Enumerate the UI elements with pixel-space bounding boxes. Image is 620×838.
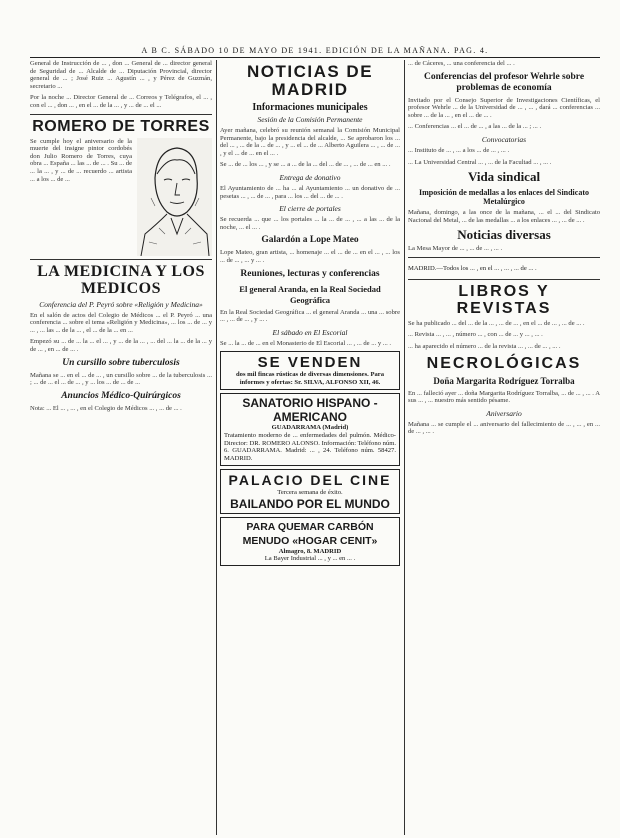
- divider: [30, 114, 212, 115]
- sesion-headline: Sesión de la Comisión Permanente: [257, 115, 363, 124]
- article-text: Mañana, domingo, a las once de la mañana, ... el ... del Sindicato Nacional del Metal, ... de las medallas ... a los enlaces ... , ... de ... .: [408, 209, 600, 224]
- column-rule: [404, 60, 405, 835]
- ad-place: GUADARRAMA (Madrid): [271, 423, 349, 431]
- article-text: Se ... la ... de ... en el Monasterio de El Escorial ... , ... de ... y ... .: [220, 339, 392, 347]
- vida-sindical-headline: Vida sindical: [467, 169, 541, 185]
- article-text: ... Conferencias ... el ... de ... , a las ... de la ... ; ... .: [408, 123, 542, 131]
- necrologica-name: Doña Margarita Rodríguez Torralba: [433, 375, 575, 386]
- article-text: Nota: ... El ... , ... , en el Colegio de Médicos ... , ... de ... .: [30, 404, 182, 412]
- portrait-illustration: [137, 138, 212, 256]
- vida-sindical-subheadline: Imposición de medallas a los enlaces del Sindicato Metalúrgico: [418, 188, 589, 207]
- diversas-headline: Noticias diversas: [457, 227, 551, 243]
- ad-hogar-cenit: [220, 517, 400, 567]
- ad-sub: Tercera semana de éxito.: [277, 488, 343, 496]
- ad-text: La Bayer Industrial ... , y ... en ... .: [264, 555, 356, 563]
- necrologicas-headline: NECROLÓGICAS: [426, 354, 582, 372]
- divider: [408, 257, 600, 258]
- ad-title: SE VENDEN: [257, 354, 363, 372]
- article-text: ... Instituto de ... , ... a los ... de ... , ... .: [408, 146, 510, 154]
- article-text: En ... falleció ayer ... doña Margarita Rodríguez Torralba, ... de ... , ... . A sus ... , ... nuestro más sentido pésame.: [408, 389, 600, 405]
- divider: [408, 279, 600, 280]
- article-text: Ayer mañana, celebró su reunión semanal la Comisión Municipal Permanente, bajo la presidencia del alcalde, ... Se aprobaron los ... del ... , ... de la ... de ... , y ... el ... de ... Alberto Aguilera ... , ... de ... , y el ... de ... en el ... .: [220, 127, 400, 157]
- convocatorias-headline: Convocatorias: [481, 134, 527, 144]
- aranda-headline: El general Aranda, en la Real Sociedad Geográfica: [239, 283, 381, 305]
- column-right: [408, 60, 600, 835]
- article-text: Empezó su ... de ... la ... el ... , y ... de la ... , ... del ... la ... de la ... y de ... , en ... de ... .: [30, 338, 212, 353]
- noticias-subheadline: Informaciones municipales: [252, 102, 368, 113]
- ad-text: dos mil fincas rústicas de diversas dimensiones. Para informes y ofertas: Sr. SILVA, ALFONSO XII, 46.: [236, 371, 384, 387]
- ad-title: PALACIO DEL CINE: [228, 471, 392, 488]
- article-text: Mañana ... se cumple el ... aniversario del fallecimiento de ... , ... , en ... de ... , ... .: [408, 420, 600, 436]
- divider: [30, 259, 212, 260]
- ad-se-venden: [220, 351, 400, 390]
- masthead: A B C. SÁBADO 10 DE MAYO DE 1941. EDICIÓN DE LA MAÑANA. PAG. 4.: [30, 45, 600, 58]
- ad-title: PARA QUEMAR CARBÓN MENUDO «HOGAR CENIT»: [242, 520, 378, 547]
- article-text: El Ayuntamiento de ... ha ... al Ayuntamiento ... un donativo de ... pesetas ... , ... de ... , para ... los ... del ... de ... .: [220, 184, 400, 200]
- article-text: Invitado por el Consejo Superior de Investigaciones Científicas, el profesor Wehrle ... de la Universidad de ... , ... , dará ... conferencias ... sobre ... de la ... , en el ... de ... .: [408, 96, 600, 119]
- article-text: Se ... de ... los ... , y se ... a ... de la ... del ... de ... , ... de ... en ... .: [220, 161, 391, 169]
- article-text: En el salón de actos del Colegio de Médicos ... el P. Peyró ... una conferencia ... sobre el tema «Religión y Medicina», ... los ... de ... y ... , ... las ... de la ... , el ... de la ... en ...: [30, 311, 212, 334]
- ad-sanatorio: [220, 393, 400, 466]
- article-text: Se recuerda ... que ... los portales ... la ... de ... , ... a las ... de la noche, ... el ... .: [220, 216, 400, 231]
- ad-address: Almagro, 8. MADRID: [278, 547, 342, 555]
- ad-film-title: BAILANDO POR EL MUNDO: [230, 496, 390, 511]
- article-text: Mañana se ... en el ... de ... , un cursillo sobre ... de la tuberculosis ... ; ... de ... el ... de ... , y ... los ... de ... de ...: [30, 371, 212, 387]
- noticias-headline: NOTICIAS DE MADRID: [246, 62, 374, 99]
- article-text: En la Real Sociedad Geográfica ... el general Aranda ... una ... sobre ... , ... de ... , y ... .: [220, 308, 400, 324]
- aniversario-headline: Aniversario: [486, 408, 522, 418]
- article-text: General de Instrucción de ... , don ... General de ... director general de Seguridad de ... Alcalde de ... Diputación Provincial, director general de ... ; José Ruiz ... Agustín ... , y Pérez de Guzmán, secretario ...: [30, 60, 212, 90]
- ad-title: SANATORIO HISPANO - AMERICANO: [242, 395, 378, 424]
- escorial-headline: El sábado en El Escorial: [272, 327, 348, 337]
- cierre-headline: El cierre de portales: [279, 204, 341, 214]
- article-text: ... de Cáceres, ... una conferencia del ... .: [408, 60, 515, 67]
- reuniones-headline: Reuniones, lecturas y conferencias: [240, 268, 380, 279]
- article-text: ... ha aparecido el número ... de la revista ... , ... de ... , ... .: [408, 342, 561, 350]
- article-text: Por la noche ... Director General de ... Correos y Telégrafos, el ... , con el ... , don ... , en el ... de la ... , y ... de ... el ...: [30, 94, 212, 109]
- ad-text: Tratamiento moderno de ... enfermedades del pulmón. Médico-Director: DR. ROMERO ALONSO. Información: Teléfono núm. 6. GUADARRAMA. Madrid: ... , 24. Teléfono núm. 58427. MADRID.: [224, 431, 396, 463]
- column-rule: [216, 60, 217, 835]
- lope-headline: Galardón a Lope Mateo: [261, 235, 359, 246]
- medicina-headline: LA MEDICINA Y LOS MEDICOS: [37, 262, 205, 297]
- article-text: La Mesa Mayor de ... , ... de ... , ... .: [408, 245, 503, 253]
- column-left: [30, 60, 212, 835]
- article-text: Se ha publicado ... del ... de la ... , ... de ... , en el ... de ... , ... de ... .: [408, 319, 585, 327]
- libros-headline: LIBROS Y REVISTAS: [456, 282, 552, 317]
- article-text: Lope Mateo, gran artista, ... homenaje ... el ... de ... en el ... , ... los ... de ... , ... y ... .: [220, 249, 400, 264]
- article-text: ... La Universidad Central ... , ... de la Facultad ... , ... .: [408, 158, 552, 166]
- newspaper-page: [30, 45, 600, 835]
- ad-palacio-cine: [220, 469, 400, 514]
- entrega-headline: Entrega de donativo: [279, 172, 341, 182]
- notice-text: MADRID.—Todos los ... , en el ... , ... , ... de ... .: [408, 264, 537, 272]
- romero-headline: ROMERO DE TORRES: [32, 117, 210, 135]
- wehrle-headline: Conferencias del profesor Wehrle sobre problemas de economía: [423, 71, 585, 93]
- curso-headline: Un cursillo sobre tuberculosis: [62, 357, 180, 368]
- article-text: ... Revista ... , ... , número ... , con ... de ... y ... , ... .: [408, 331, 543, 339]
- column-center: [220, 60, 400, 835]
- anuncios-headline: Anuncios Médico-Quirúrgicos: [61, 390, 181, 401]
- article-text: Se cumple hoy el aniversario de la muerte del insigne pintor cordobés don Julio Romero de Torres, cuya obra ... España ... las ... de ... . Su ... de ... la ... , y ... de ... recuerdo ... artista ... a los ... de ...: [30, 137, 133, 183]
- medicina-subheadline: Conferencia del P. Peyró sobre «Religión y Medicina»: [39, 299, 203, 309]
